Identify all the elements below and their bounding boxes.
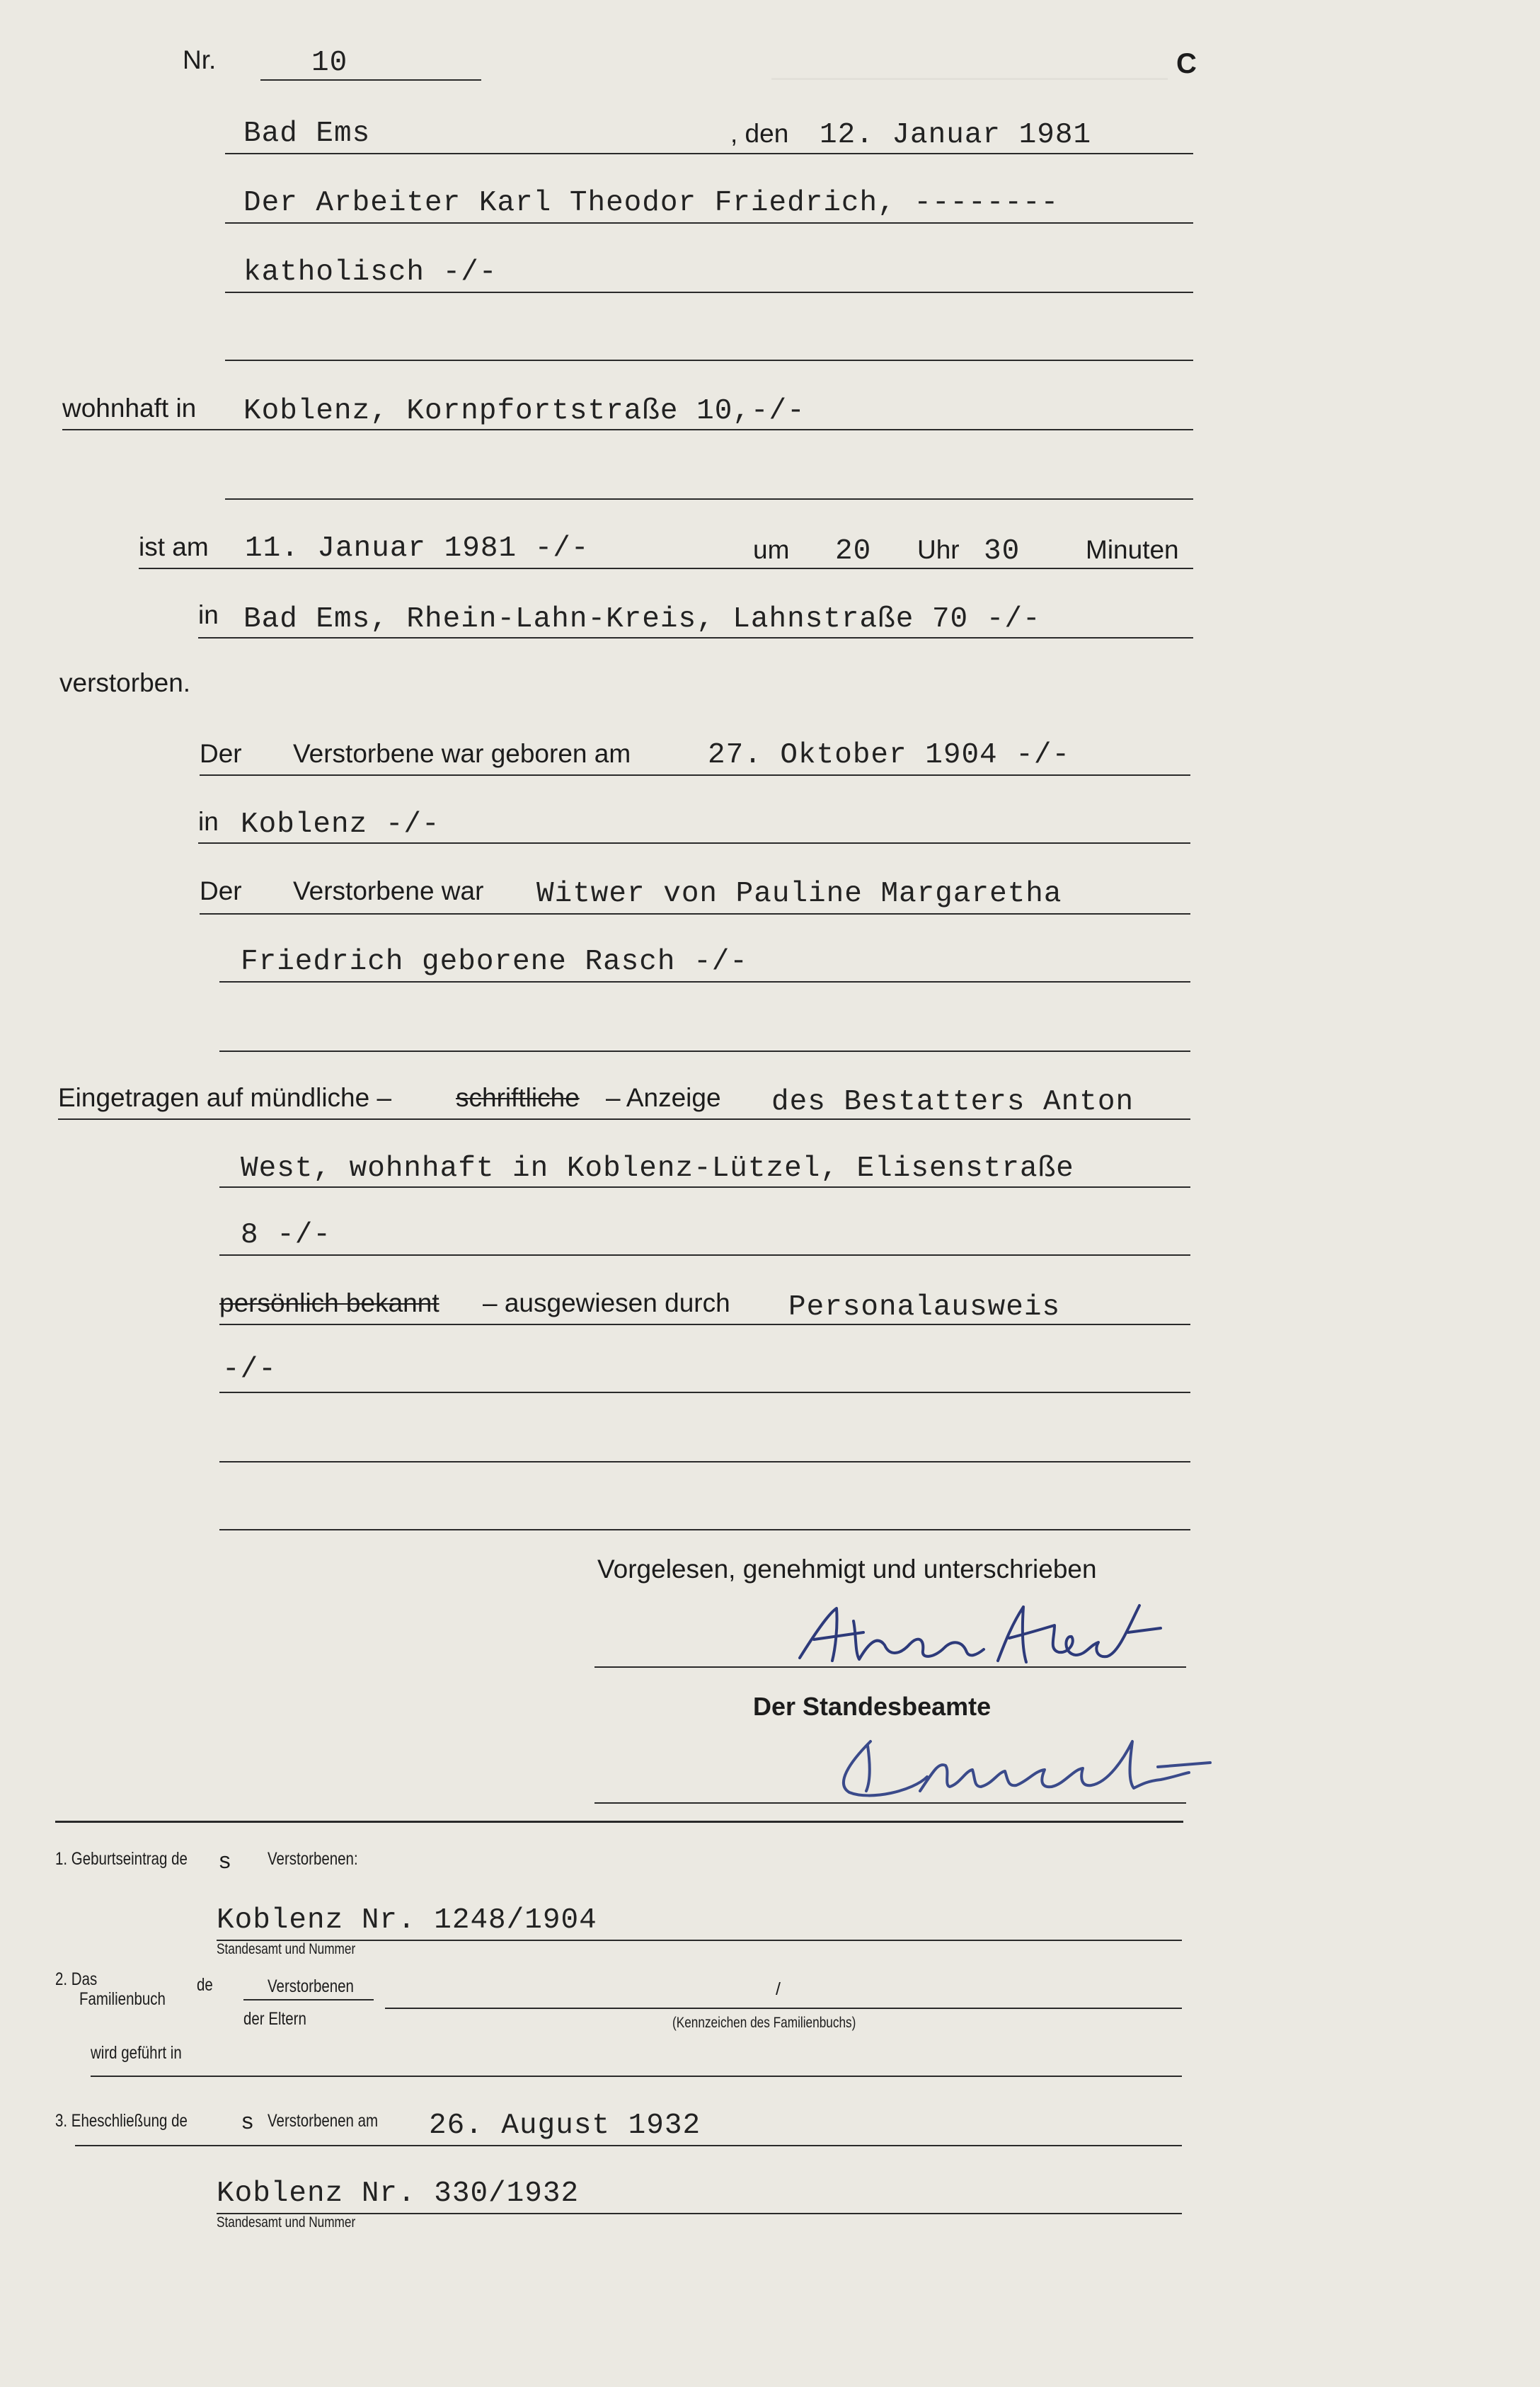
den-label: , den [730,119,789,148]
identity-label: – ausgewiesen durch [483,1288,730,1317]
marital-rule-1 [200,913,1190,915]
identity-rule-1 [219,1324,1190,1325]
identity-rule-2 [219,1392,1190,1393]
informant-signature-rule [594,1666,1186,1668]
item2-gefuehrt-rule [91,2076,1182,2077]
report-label-suffix: – Anzeige [606,1083,721,1112]
item2-verstorbenen-rule [243,1999,374,2000]
item1-label-2: Verstorbenen: [268,1849,358,1869]
item2-label-a: 2. Das [55,1969,98,1989]
birth-place-rule [198,842,1190,844]
item1-standesamt-label: Standesamt und Nummer [217,1941,356,1957]
birth-date: 27. Oktober 1904 -/- [708,739,1071,772]
death-date: 11. Januar 1981 -/- [245,532,590,565]
item1-suffix: s [218,1849,232,1875]
nr-value: 10 [311,47,348,79]
death-minuten-label: Minuten [1086,535,1179,564]
bleed-through-mark [771,50,1168,80]
closing-text: Vorgelesen, genehmigt und unterschrieben [597,1555,1097,1584]
nr-rule [260,79,481,81]
report-rule-1 [58,1118,1190,1120]
death-uhr-label: Uhr [917,535,960,564]
official-label: Der Standesbeamte [753,1692,992,1721]
marital-rule-2 [219,981,1190,983]
corner-letter: C [1176,48,1197,79]
death-in-label: in [198,600,219,629]
item2-gefuehrt: wird geführt in [91,2043,182,2063]
item2-de: de [197,1975,213,1995]
bleed-through-mark [1175,205,1217,212]
report-rule-2 [219,1186,1190,1188]
nr-label: Nr. [183,45,217,74]
marital-line-2: Friedrich geborene Rasch -/- [241,946,748,978]
death-place-rule [198,637,1193,639]
blank-rule-1 [225,498,1193,500]
marital-war-label: Verstorbene war [293,876,484,905]
person-line-2: katholisch -/- [243,256,498,289]
item3-date: 26. August 1932 [429,2110,701,2142]
death-ist-am-label: ist am [139,532,209,561]
report-label-prefix: Eingetragen auf mündliche – [58,1083,392,1112]
place-date-rule [225,153,1193,154]
death-minute: 30 [984,535,1021,568]
item2-slash: / [776,1979,781,1999]
item2-familienbuch-rule [385,2008,1182,2009]
official-signature-rule [594,1802,1186,1804]
marital-line-1: Witwer von Pauline Margaretha [536,878,1062,910]
report-line-3: 8 -/- [241,1219,332,1252]
item3-label-2: Verstorbenen am [268,2111,379,2131]
birth-place: Koblenz -/- [241,808,440,841]
official-signature [828,1713,1210,1805]
birth-der-label: Der [200,739,242,768]
identity-struck: persönlich bekannt [219,1288,439,1317]
residence-rule [62,429,1193,430]
person-rule-1 [225,222,1193,224]
person-line-1: Der Arbeiter Karl Theodor Friedrich, -------- [243,187,1059,219]
birth-born-label: Verstorbene war geboren am [293,739,631,768]
item2-kennzeichen: (Kennzeichen des Familienbuchs) [672,2015,856,2031]
item3-standesamt-label: Standesamt und Nummer [217,2214,356,2231]
place-value: Bad Ems [243,118,371,150]
birth-date-rule [200,774,1190,776]
residence-value: Koblenz, Kornpfortstraße 10,-/- [243,395,805,428]
marital-der-label: Der [200,876,242,905]
person-rule-2 [225,292,1193,293]
death-date-rule [139,568,1193,569]
item1-rule [217,1940,1182,1941]
death-um-label: um [753,535,790,564]
item3-label: 3. Eheschließung de [55,2111,188,2131]
item3-suffix: s [241,2110,255,2136]
item2-verstorbenen: Verstorbenen [268,1976,354,1996]
death-place: Bad Ems, Rhein-Lahn-Kreis, Lahnstraße 70 -/- [243,603,1041,636]
person-rule-3 [225,360,1193,361]
item3-date-rule [75,2145,1182,2146]
marital-rule-3 [219,1051,1190,1052]
identity-line-2: -/- [222,1353,277,1386]
item3-value: Koblenz Nr. 330/1932 [217,2177,580,2210]
report-line-1: des Bestatters Anton [771,1086,1134,1118]
item3-rule [217,2213,1182,2214]
blank-rule-3 [219,1529,1190,1530]
item2-eltern: der Eltern [243,2009,306,2029]
birth-in-label: in [198,807,219,836]
informant-signature [786,1593,1168,1678]
identity-value: Personalausweis [788,1291,1061,1324]
date-value: 12. Januar 1981 [820,119,1092,151]
report-line-2: West, wohnhaft in Koblenz-Lützel, Elisenstraße [241,1152,1074,1185]
report-rule-3 [219,1254,1190,1256]
footer-divider [55,1821,1183,1823]
item1-value: Koblenz Nr. 1248/1904 [217,1904,597,1937]
residence-label: wohnhaft in [62,394,197,423]
blank-rule-2 [219,1461,1190,1462]
item2-label-b: Familienbuch [79,1989,166,2009]
item1-label: 1. Geburtseintrag de [55,1849,188,1869]
report-label-struck: schriftliche [456,1083,580,1112]
death-hour: 20 [835,535,872,568]
verstorben-label: verstorben. [59,668,191,697]
